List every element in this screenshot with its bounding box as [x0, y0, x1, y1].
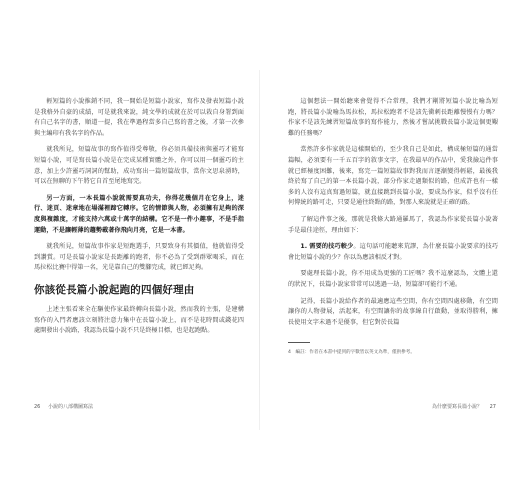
body-paragraph: 要處理長篇小說，你不用成為更強的工匠嗎？我不這麼認為，文體上還的狀況下，長篇小說家常常可以逃過一劫，短篇卻可能行不通。 — [288, 270, 498, 288]
body-paragraph: 了解這件事之後，那就是我條大路通羅馬了，我認為作家從長篇小說著手是最佳途徑，理由如下： — [288, 215, 498, 234]
body-paragraph: 記得，長篇小說給作者的最適應這些空間，你有空間四處移動，有空間讓你的人物發展，活起來，有空間讓你的故事線自行啟動，並取得勝利，擁長使用文字未過不是優事，但它對於長篇 — [288, 297, 498, 326]
numbered-point — [288, 242, 498, 263]
numbered-point-text: 。這句話可能聽來荒謬，為什麼長篇小說要求的技巧會比短篇小說的少？你以為應該相反才對。 — [288, 243, 498, 261]
right-text-column — [288, 97, 498, 356]
body-paragraph: 當然許多作家就是這樣開始的，至少我自己是如此，構成極短篇的通當篇幅，必須要有一千五百字的敘事文字，在我最早的作品中，愛我撿這件事就已經極度困難，後來，寫完一篇短篇故事對我而言逐漸變得輕鬆，最後我終於寫了自己的第一本長篇小說，部分作家走過類似的路，但成許也有一樣多的人沒有這真寫過短篇，就直接跳到長篇小說，要成為作家，似乎沒有任何傳統的路可走，只要是通往終點的路，對那人來說就是正確的路。 — [288, 146, 498, 207]
body-paragraph: 這個想法一開始聽來會覺得不合常理，我們才剛將短篇小說比喻為短跑，將長篇小說喻為馬拉松，馬拉松跑者不是該先衝刺長距離慢慢有力嗎？作家不是該先練習短篇故事的寫作能力，然後才嘗試挑戰長篇小說這個更艱難的任務嗎？ — [288, 98, 498, 137]
section-heading: 你該從長篇小說起跑的四個好理由 — [34, 283, 195, 296]
right-running-footer — [432, 403, 496, 410]
left-running-footer — [34, 403, 93, 410]
numbered-point-label: 1. 需要的技巧較少 — [300, 243, 354, 251]
emphasis-paragraph: 另一方面，一本長篇小說就需要真功夫，你得花幾個月在它身上，迷行、迷頁、迷章地在場滿裡蹄它轉序。它的情節與人物，必須擁有足夠的深度與複雜度，才能支持六萬或十萬字的結構。它不是一件小趣事，不是手指運動，不是讓輕薄的趨勢載著你飛向月亮，它是一本書。 — [34, 194, 244, 234]
footnote-rule — [288, 342, 310, 343]
body-paragraph: 就我所見，短篇故事的寫作值得受尊敬，你必須具備技術與靈巧才能寫短篇小說，可是寫長篇小說是在完成某種實體之外，你可以用一個靈巧的主意，加上少許靈巧詞詞的幫助，成功寫出一篇短篇故事，當你文思泉湧時，可以在無聊的下午將它自首至尾地寫完。 — [34, 146, 244, 186]
right-page — [260, 0, 520, 500]
running-title: 為什麼要寫長篇小說？ — [432, 404, 483, 410]
page-number: 27 — [489, 404, 496, 410]
body-paragraph: 輕短篇的小說推銷不同，我一開始是短篇小說家，寫作及發表短篇小說是我格外自豪的成績，可是就我來說，純文學的成就在於可以栽自身署到面有自己名字的書，順道一提，我在準過程當多自己寫的書之後，才第一次參與主編印有我名字的作品。 — [34, 98, 244, 137]
body-paragraph: 上述主張看來全在驅使作家最終轉向長篇小說，然而我的主張，是建構寫作的入門者應該立刻將注意力集中在長篇小說上，而不是花時間或錢花四處開發出小說路，我認為長篇小說不只是終極目標，也是起跑點。 — [34, 305, 244, 335]
running-title: 小說的八部構圖寫法 — [47, 404, 93, 410]
left-text-column — [34, 97, 244, 343]
footnote: 4 編註：作者在本書中提到的字數皆以英文為準，僅供參考。 — [288, 350, 415, 356]
body-paragraph: 就我所見，短篇故事作家是短跑選手，只要致身有其價值，他就值得受到讚賞。可是長篇小說家是長距離的跑者，你不必為了受到群眾喝采，而在馬拉松比賽中得第一名，光是靠自己的雙腳完成，就已經足夠。 — [34, 243, 244, 272]
page-number: 26 — [34, 404, 41, 410]
